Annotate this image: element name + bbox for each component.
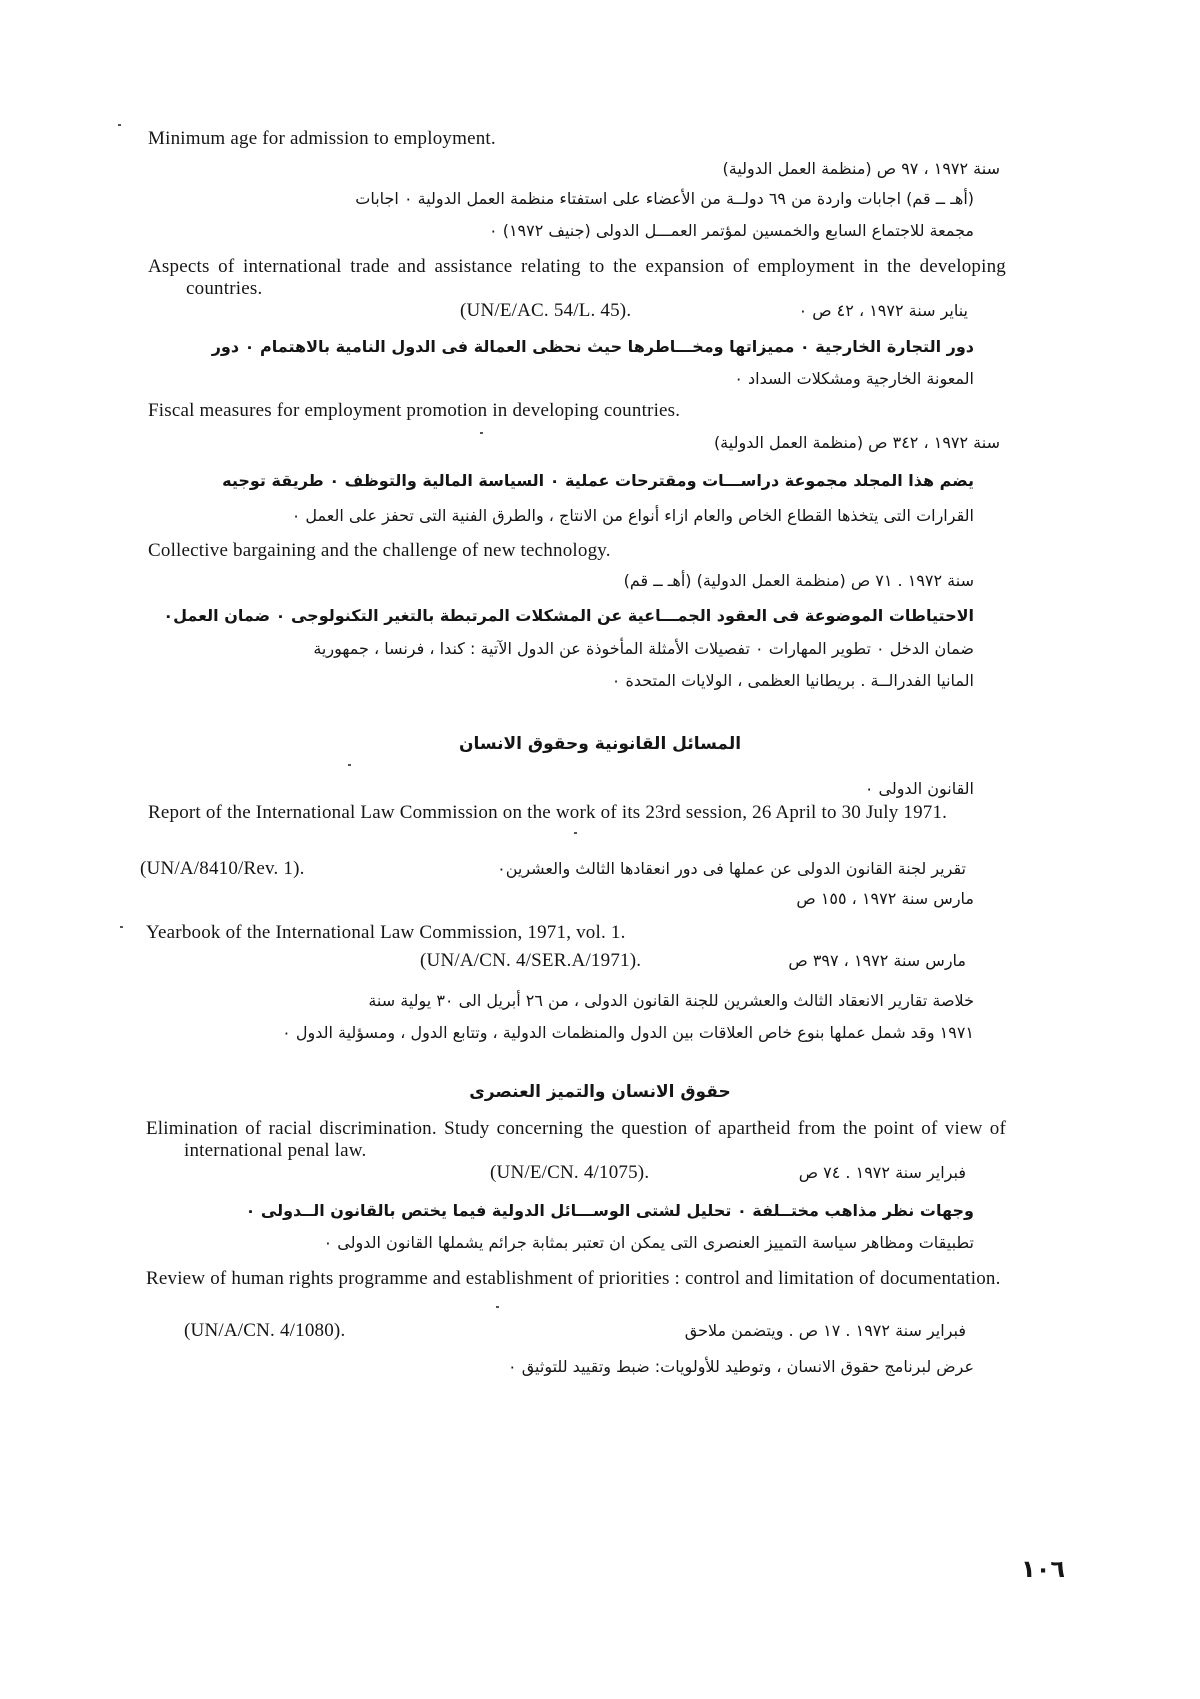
entry-desc-trade-assistance-2: المعونة الخارجية ومشكلات السداد ٠ — [734, 369, 974, 388]
entry-meta-collective-bargaining: سنة ١٩٧٢ . ٧١ ص (منظمة العمل الدولية) (أهـ ــ قم) — [623, 571, 974, 590]
scan-speck — [118, 124, 121, 126]
entry-meta-row-human-rights-review — [184, 1320, 966, 1342]
entry-meta-fiscal-measures: سنة ١٩٧٢ ، ٣٤٢ ص (منظمة العمل الدولية) — [713, 433, 1000, 452]
entry-meta-minimum-age: سنة ١٩٧٢ ، ٩٧ ص (منظمة العمل الدولية) — [722, 159, 1000, 178]
entry-title-human-rights-review: Review of human rights programme and establishment of priorities : control and limitation of documentation. — [146, 1268, 1001, 1289]
entry-meta-row-racial-discrimination — [490, 1162, 966, 1184]
entry-title-fiscal-measures: Fiscal measures for employment promotion in developing countries. — [148, 400, 681, 421]
entry-meta-ilc-report: مارس سنة ١٩٧٢ ، ١٥٥ ص — [796, 889, 974, 908]
entry-meta-trade-assistance: يناير سنة ١٩٧٢ ، ٤٢ ص ٠ — [798, 301, 968, 320]
subheading-international-law: القانون الدولى ٠ — [864, 779, 974, 798]
scan-speck — [574, 832, 577, 834]
scan-speck — [496, 1306, 499, 1308]
section-heading-human-rights: حقوق الانسان والتميز العنصرى — [469, 1082, 731, 1102]
entry-meta-row-ilc-report — [140, 858, 966, 880]
entry-desc-human-rights-review: عرض لبرنامج حقوق الانسان ، وتوطيد للأولويات: ضبط وتقييد للتوثيق ٠ — [508, 1357, 974, 1376]
entry-meta-row-ilc-yearbook — [420, 950, 966, 972]
entry-title-racial-discrimination: Elimination of racial discrimination. Study concerning the question of apartheid from the point of view of international penal law. — [146, 1118, 1006, 1161]
entry-desc-ilc-yearbook-2: ١٩٧١ وقد شمل عملها بنوع خاص العلاقات بين الدول والمنظمات الدولية ، وتتابع الدول ، ومسؤلية الدول ٠ — [282, 1023, 974, 1042]
entry-title-ilc-yearbook: Yearbook of the International Law Commission, 1971, vol. 1. — [146, 922, 626, 943]
entry-desc-ilc-yearbook-1: خلاصة تقارير الانعقاد الثالث والعشرين للجنة القانون الدولى ، من ٢٦ أبريل الى ٣٠ يولية سنة — [368, 991, 974, 1010]
entry-title-collective-bargaining: Collective bargaining and the challenge of new technology. — [148, 540, 611, 561]
entry-meta-ilc-yearbook: مارس سنة ١٩٧٢ ، ٣٩٧ ص — [788, 951, 966, 970]
entry-desc-trade-assistance-1: دور التجارة الخارجية ٠ مميزاتها ومخـــاطرها حيث نحظى العمالة فى الدول النامية بالاهتمام ٠ دور — [211, 337, 974, 356]
entry-desc-ilc-report: تقرير لجنة القانون الدولى عن عملها فى دور انعقادها الثالث والعشرين٠ — [497, 859, 966, 878]
entry-desc-racial-discrimination-1: وجهات نظر مذاهب مختــلفة ٠ تحليل لشتى الوســـائل الدولية فيما يختص بالقانون الــدولى ٠ — [245, 1201, 974, 1220]
scan-speck — [480, 432, 483, 434]
entry-desc-collective-bargaining-1: الاحتياطات الموضوعة فى العقود الجمـــاعية عن المشكلات المرتبطة بالتغير التكنولوجى ٠ ضمان العمل٠ — [163, 606, 974, 625]
scan-speck — [120, 926, 123, 928]
entry-desc-racial-discrimination-2: تطبيقات ومظاهر سياسة التمييز العنصرى التى يمكن ان تعتبر بمثابة جرائم يشملها القانون الدولى ٠ — [323, 1233, 974, 1252]
entry-title-trade-assistance: Aspects of international trade and assistance relating to the expansion of employment in the developing countries. — [148, 256, 1006, 299]
entry-title-minimum-age: Minimum age for admission to employment. — [148, 128, 496, 149]
entry-meta-row-trade-assistance — [460, 300, 968, 322]
entry-symbol-ilc-report: (UN/A/8410/Rev. 1). — [140, 858, 305, 879]
entry-symbol-human-rights-review: (UN/A/CN. 4/1080). — [184, 1320, 346, 1341]
entry-symbol-trade-assistance: (UN/E/AC. 54/L. 45). — [460, 300, 632, 321]
entry-desc-fiscal-measures-2: القرارات التى يتخذها القطاع الخاص والعام ازاء أنواع من الانتاج ، والطرق الفنية التى تحفز على العمل ٠ — [291, 506, 974, 525]
entry-desc-collective-bargaining-3: المانيا الفدرالــة . بريطانيا العظمى ، الولايات المتحدة ٠ — [611, 671, 974, 690]
scan-speck — [348, 764, 351, 766]
entry-symbol-racial-discrimination: (UN/E/CN. 4/1075). — [490, 1162, 650, 1183]
entry-desc-fiscal-measures-1: يضم هذا المجلد مجموعة دراســـات ومقترحات عملية ٠ السياسة المالية والتوظف ٠ طريقة توجيه — [222, 471, 974, 490]
entry-desc-minimum-age-1: (أهـ ــ قم) اجابات واردة من ٦٩ دولــة من الأعضاء على استفتاء منظمة العمل الدولية ٠ اجابات — [355, 189, 974, 208]
entry-desc-minimum-age-2: مجمعة للاجتماع السابع والخمسين لمؤتمر العمـــل الدولى (جنيف ١٩٧٢) ٠ — [489, 221, 974, 240]
entry-title-ilc-report: Report of the International Law Commission on the work of its 23rd session, 26 April to 30 July 1971. — [148, 802, 948, 823]
entry-symbol-ilc-yearbook: (UN/A/CN. 4/SER.A/1971). — [420, 950, 642, 971]
entry-desc-collective-bargaining-2: ضمان الدخل ٠ تطوير المهارات ٠ تفصيلات الأمثلة المأخوذة عن الدول الآتية : كندا ، فرنسا ، جمهورية — [313, 639, 974, 658]
section-heading-legal: المسائل القانونية وحقوق الانسان — [458, 734, 742, 754]
entry-meta-racial-discrimination: فبراير سنة ١٩٧٢ . ٧٤ ص — [798, 1163, 966, 1182]
entry-meta-human-rights-review: فبراير سنة ١٩٧٢ . ١٧ ص . ويتضمن ملاحق — [684, 1321, 966, 1340]
page-number: ١٠٦ — [1021, 1555, 1065, 1583]
